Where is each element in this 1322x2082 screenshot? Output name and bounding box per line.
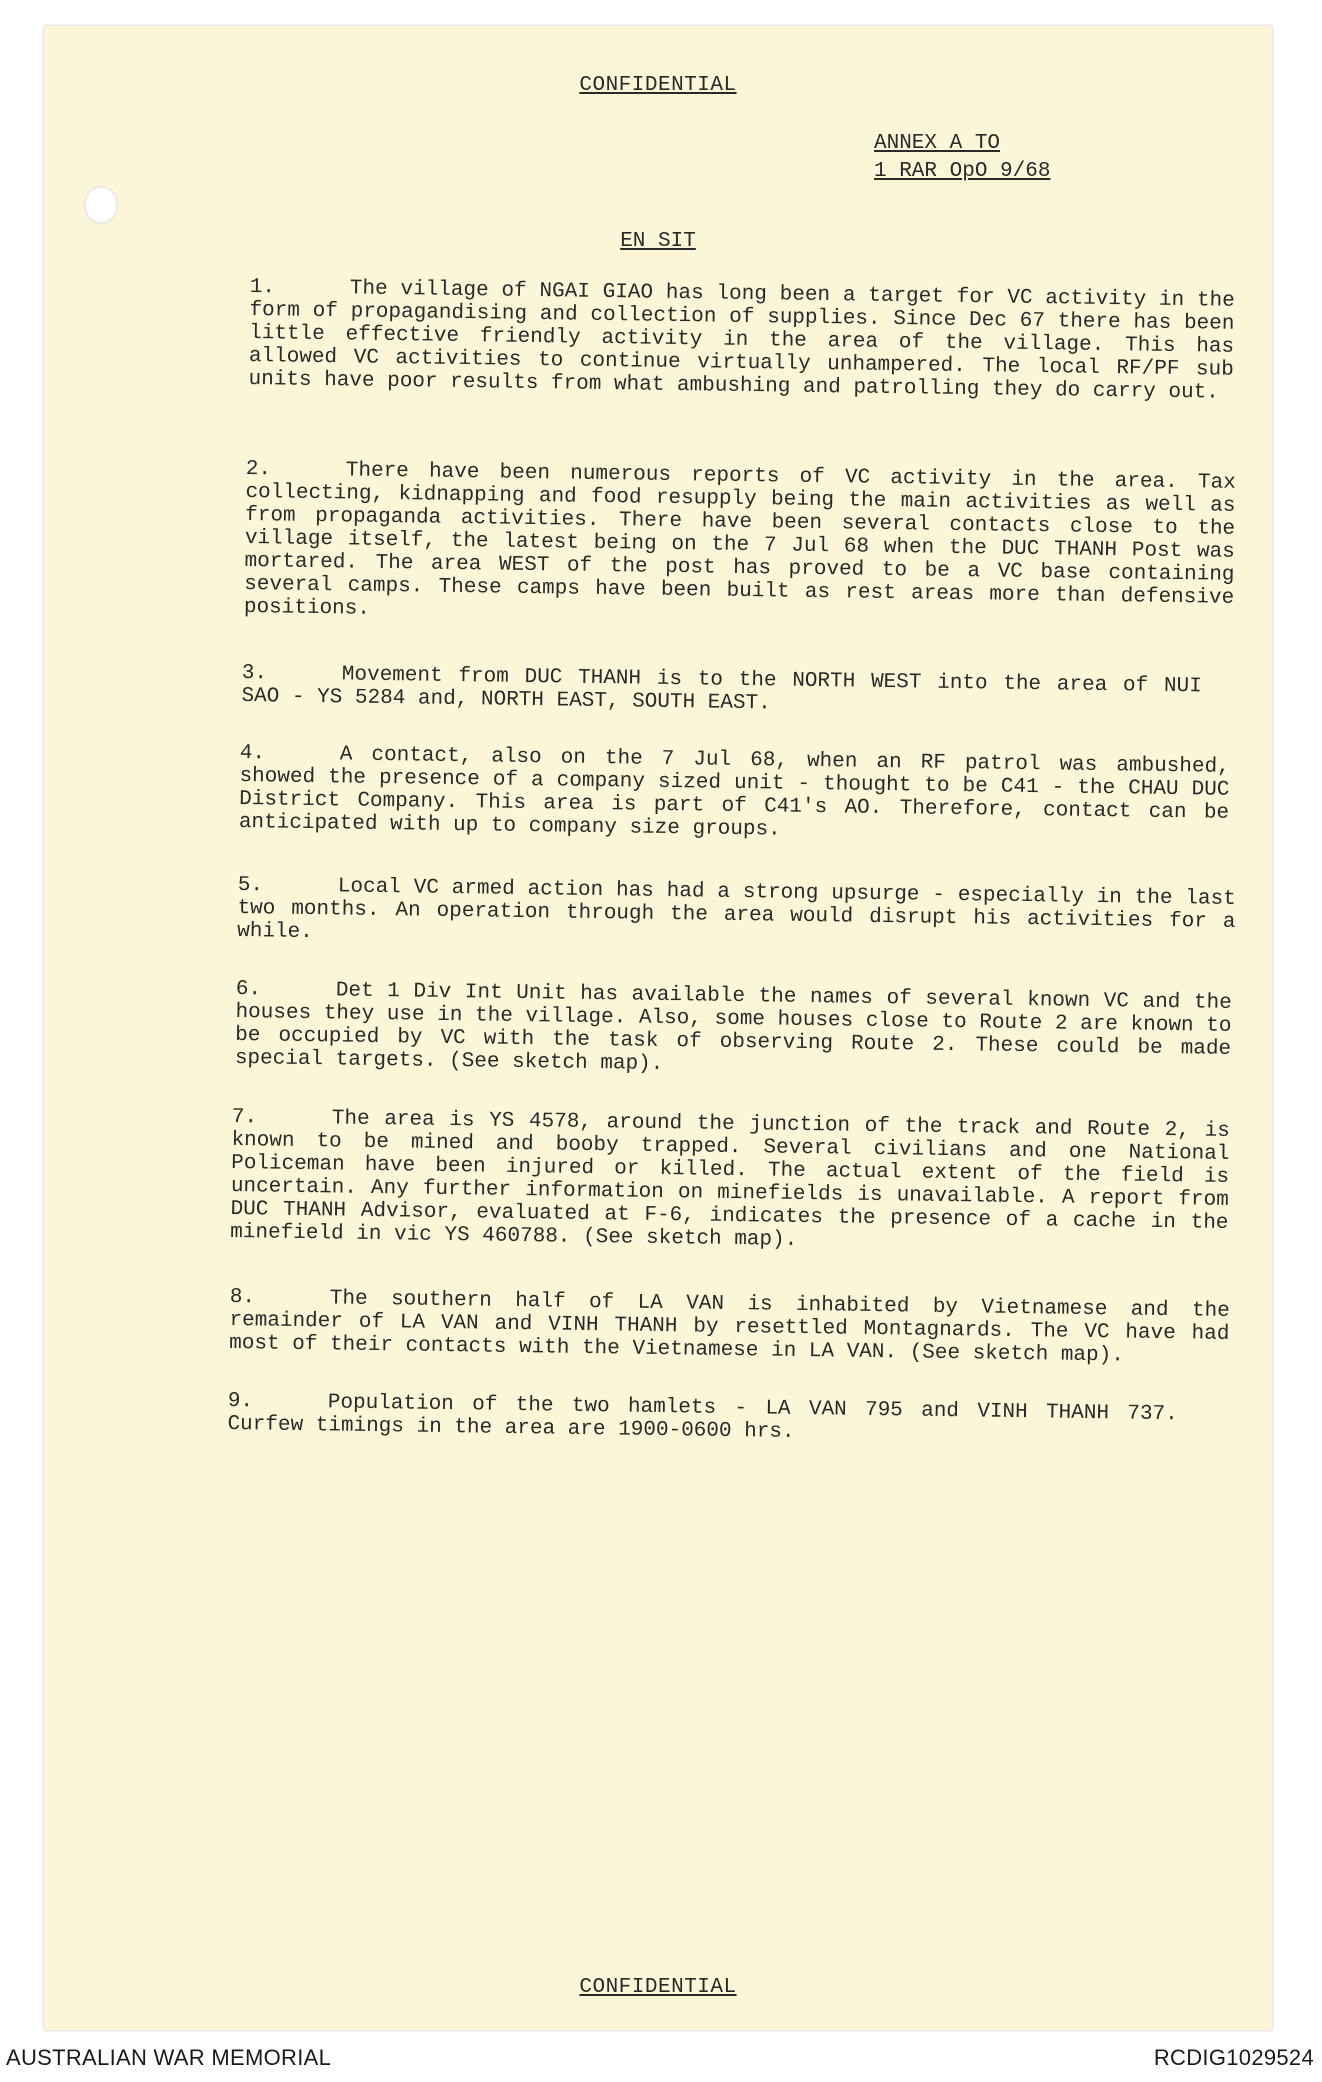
paragraph-4 bbox=[239, 742, 1230, 848]
paragraph-number: 6. bbox=[235, 978, 262, 1002]
paragraph-number: 8. bbox=[229, 1286, 256, 1310]
punch-hole bbox=[84, 186, 118, 224]
paragraph-7 bbox=[230, 1106, 1230, 1258]
footer-record-id: RCDIG1029524 bbox=[1153, 2045, 1314, 2070]
paragraph-text: Local VC armed action has had a strong upsurge - especially in the last two months. An operation through the area would disrupt his activities for a while. bbox=[237, 875, 1236, 945]
paragraph-number: 9. bbox=[227, 1390, 254, 1414]
section-heading-text: EN SIT bbox=[620, 230, 696, 253]
classification-bottom bbox=[44, 1976, 1272, 1999]
paragraph-number: 5. bbox=[237, 874, 264, 898]
paragraph-8 bbox=[229, 1286, 1230, 1369]
footer-archive-name: AUSTRALIAN WAR MEMORIAL bbox=[6, 2045, 332, 2070]
paragraph-number: 2. bbox=[245, 458, 272, 482]
paragraph-number: 3. bbox=[241, 662, 268, 686]
paragraph-2 bbox=[244, 458, 1236, 633]
classification-top-text: CONFIDENTIAL bbox=[579, 74, 737, 97]
paragraph-1 bbox=[248, 276, 1235, 405]
annex-reference bbox=[874, 130, 1050, 186]
paragraph-text: There have been numerous reports of VC activity in the area. Tax collecting, kidnapping and food resupply being the main activities as well as from propaganda activities. There have been several contacts close to the village itself, the latest being on the 7 Jul 68 when the DUC THANH Post was mortared. The area WEST of the post has proved to be a VC base containing several camps. These camps have been built as rest areas more than defensive positions. bbox=[243, 459, 1236, 621]
paragraph-text: Population of the two hamlets - LA VAN 795 and VINH THANH 737. Curfew timings in the area are 1900-0600 hrs. bbox=[227, 1391, 1178, 1444]
paragraph-text: The village of NGAI GIAO has long been a target for VC activity in the form of propagandising and collection of supplies. Since Dec 67 there has been little effective friendly activity in the area of the village. This has allowed VC activities to continue virtually unhampered. The local RF/PF sub units have poor results from what ambushing and patrolling they do carry out. bbox=[248, 277, 1235, 405]
paragraph-9 bbox=[227, 1390, 1178, 1449]
paragraph-number: 4. bbox=[239, 742, 266, 766]
paragraph-text: A contact, also on the 7 Jul 68, when an RF patrol was ambushed, showed the presence of a company sized unit - thought to be C41 - the CHAU DUC District Company. This area is part of C41's AO. Therefore, contact can be anticipated with up to company size groups. bbox=[238, 743, 1230, 842]
paragraph-text: Det 1 Div Int Unit has available the names of several known VC and the houses they use in the village. Also, some houses close to Route 2 are known to be occupied by VC with the task of observing Route 2. These could be made special targets. (See sketch map). bbox=[234, 979, 1232, 1076]
document-page bbox=[44, 26, 1272, 2030]
classification-bottom-text: CONFIDENTIAL bbox=[579, 1976, 737, 1999]
paragraph-text: Movement from DUC THANH is to the NORTH WEST into the area of NUI SAO - YS 5284 and, NORTH EAST, SOUTH EAST. bbox=[241, 663, 1202, 716]
annex-line-1: ANNEX A TO bbox=[874, 132, 1001, 155]
paragraph-number: 1. bbox=[249, 276, 276, 300]
section-heading bbox=[44, 230, 1272, 253]
paragraph-6 bbox=[235, 978, 1232, 1084]
paragraph-text: The southern half of LA VAN is inhabited by Vietnamese and the remainder of LA VAN and VINH THANH by resettled Montagnards. The VC have had most of their contacts with the Vietnamese in LA VAN. (See sketch map). bbox=[229, 1287, 1230, 1368]
paragraph-text: The area is YS 4578, around the junction of the track and Route 2, is known to be mined and booby trapped. Several civilians and one National Policeman have been injured or killed. The actual extent of the field is uncertain. Any further information on minefields is unavailable. A report from DUC THANH Advisor, evaluated at F-6, indicates the presence of a cache in the minefield in vic YS 460788. (See sketch map). bbox=[230, 1107, 1230, 1252]
paragraph-5 bbox=[237, 874, 1236, 957]
paragraph-3 bbox=[241, 662, 1202, 721]
annex-line-2: 1 RAR OpO 9/68 bbox=[874, 160, 1051, 183]
paragraph-number: 7. bbox=[231, 1106, 258, 1130]
classification-top bbox=[44, 74, 1272, 97]
